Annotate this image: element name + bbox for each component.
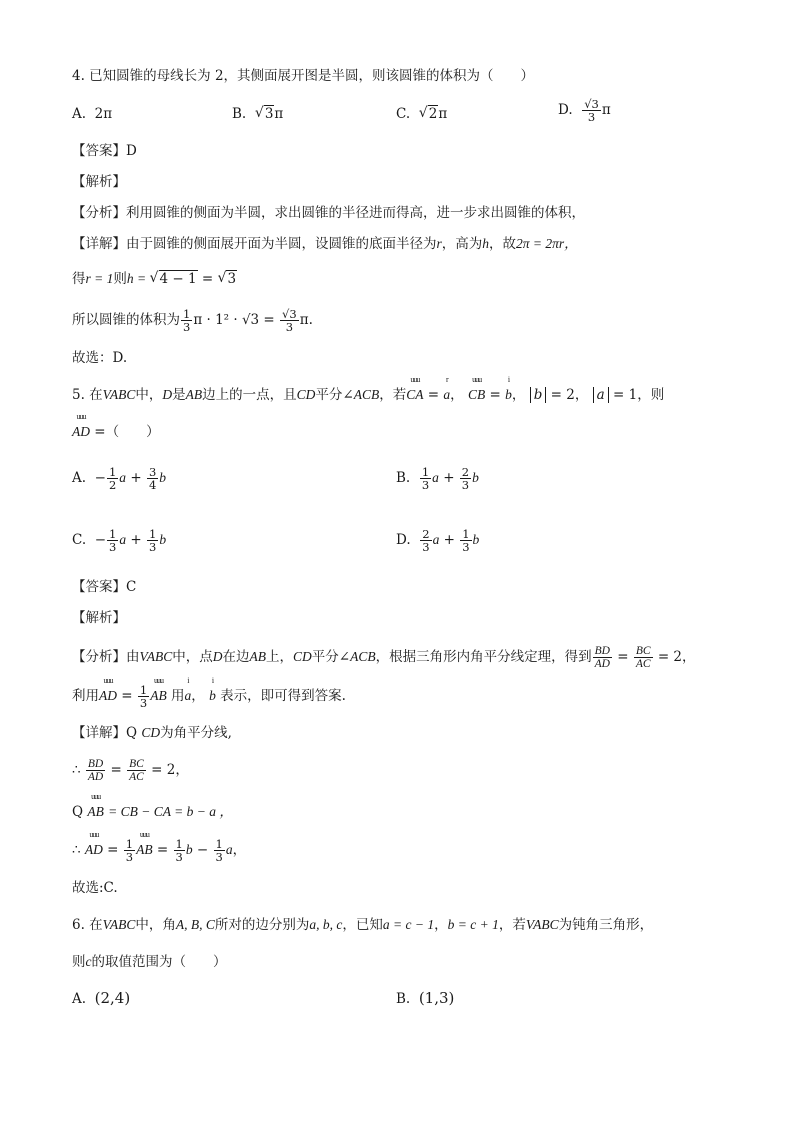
- q4-option-d: D. $\frac{√3}{3}$ π: [558, 97, 611, 124]
- q5-stem-line2: uuu AD =（ ）: [72, 412, 160, 440]
- q4-option-b: B. √ 3π: [232, 104, 283, 124]
- q4-detail: 【详解】由于圆锥的侧面展开面为半圆，设圆锥的底面半径为r，高为h，故2π = 2πr，: [72, 236, 578, 252]
- q5-option-d: D. $\frac{2}{3}$ a + $\frac{1}{3}$ b: [396, 527, 480, 554]
- q5-choose: 故选:C.: [72, 880, 118, 896]
- q4-analysis: 【分析】利用圆锥的侧面为半圆，求出圆锥的半径进而得高，进一步求出圆锥的体积，: [72, 205, 585, 221]
- q5-analysis-line2: 利用 uuu AD = $\frac{1}{3}$ uuu AB 用 i a， i b 表示，即可得到答案.: [72, 676, 346, 710]
- q6-option-b: B. (1,3): [396, 989, 455, 1007]
- q4-volume: 所以圆锥的体积为 $\frac{1}{3}$ π · 1² · √3 = $\frac{√3}{3}$ π.: [72, 307, 313, 334]
- q5-option-c: C. − $\frac{1}{3}$ a + $\frac{1}{3}$ b: [72, 527, 167, 554]
- q6-option-a: A. (2,4): [72, 989, 131, 1007]
- q4-analysis-heading: 【解析】: [72, 174, 126, 190]
- q4-option-c: C. √ 2π: [396, 104, 447, 124]
- q6-stem-line2: 则c的取值范围为（ ）: [72, 954, 227, 970]
- q5-detail-heading: 【详解】Q CD为角平分线,: [72, 725, 232, 741]
- q6-stem-line1: 6. 在VABC中，角A, B, C所对的边分别为a, b, c，已知a = c − 1，b = c + 1，若VABC为钝角三角形，: [72, 917, 654, 933]
- q4-stem: 4. 已知圆锥的母线长为 2，其侧面展开图是半圆，则该圆锥的体积为（ ）: [72, 68, 535, 84]
- q5-option-a: A. − $\frac{1}{2}$ a + $\frac{3}{4}$ b: [72, 465, 167, 492]
- q5-detail-ad: ∴ uuu AD = $\frac{1}{3}$ uuu AB = $\frac{1}{3}$ b − $\frac{1}{3}$ a，: [72, 830, 247, 864]
- q5-analysis-heading: 【解析】: [72, 610, 126, 626]
- q4-choose: 故选：D.: [72, 350, 128, 366]
- q4-answer: 【答案】D: [72, 143, 137, 159]
- q4-option-a: A. 2π: [72, 106, 113, 122]
- q5-answer: 【答案】C: [72, 579, 137, 595]
- q5-detail-ab: Q uuu AB = CB − CA = b − a ，: [72, 792, 233, 820]
- q5-option-b: B. $\frac{1}{3}$ a + $\frac{2}{3}$ b: [396, 465, 479, 492]
- q4-detail-line2: 得r = 1则h = √ 4 − 1 = √ 3: [72, 269, 237, 289]
- q5-analysis-line1: 【分析】由VABC中，点D在边AB上，CD平分∠ACB，根据三角形内角平分线定理，得到 $\frac{BD}{AD}$ = $\frac{BC}{AC}$ = 2，: [72, 645, 696, 670]
- q5-detail-ratio: ∴ $\frac{BD}{AD}$ = $\frac{BC}{AC}$ = 2，: [72, 758, 189, 783]
- q5-stem-line1: 5. 在VABC中，D是AB边上的一点，且CD平分∠ACB，若 uuu CA = r a， uuu CB = i b， b = 2， a = 1，则: [72, 375, 665, 403]
